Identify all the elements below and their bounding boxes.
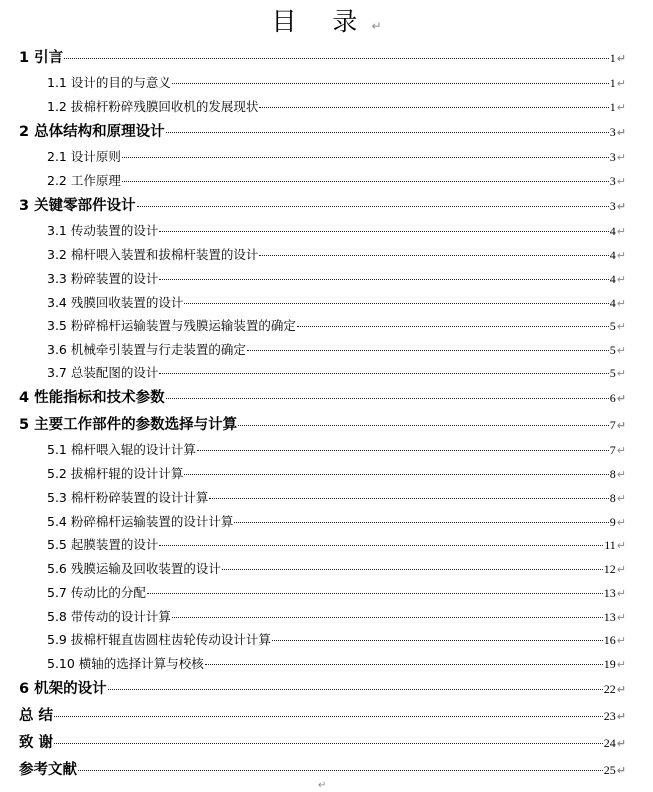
paragraph-mark-icon: ↵ <box>616 77 626 90</box>
leader-dots <box>78 770 603 771</box>
paragraph-mark-icon: ↵ <box>616 273 626 286</box>
leader-dots <box>159 279 608 280</box>
toc-entry-label: 5.5 起膜装置的设计 <box>47 537 159 552</box>
leader-dots <box>172 617 603 618</box>
toc-entry-label: 5.4 粉碎棉杆运输装置的设计计算 <box>47 514 234 529</box>
leader-dots <box>205 664 603 665</box>
toc-entry-label: 总 结 <box>19 708 54 724</box>
toc-entry-page: 8 <box>609 467 616 481</box>
toc-entry-page: 4 <box>609 272 616 286</box>
toc-entry[interactable] <box>19 704 626 725</box>
paragraph-mark-icon: ↵ <box>616 737 626 750</box>
leader-dots <box>137 206 609 207</box>
paragraph-mark-icon: ↵ <box>616 200 626 213</box>
toc-entry-page: 3 <box>609 125 616 139</box>
toc-entry-page: 13 <box>603 586 616 600</box>
paragraph-mark-icon: ↵ <box>616 419 626 432</box>
toc-entry-label: 3.4 残膜回收装置的设计 <box>47 295 184 310</box>
paragraph-mark-icon: ↵ <box>616 468 626 481</box>
paragraph-mark-icon: ↵ <box>616 539 626 552</box>
toc-entry-page: 6 <box>609 391 616 405</box>
toc-entry[interactable] <box>19 677 626 698</box>
toc-entry-label: 3.2 棉杆喂入装置和拔棉杆装置的设计 <box>47 247 259 262</box>
paragraph-mark-icon: ↵ <box>616 634 626 647</box>
toc-entry-label: 1.1 设计的目的与意义 <box>47 75 171 90</box>
toc-entry-page: 4 <box>609 248 616 262</box>
leader-dots <box>272 640 603 641</box>
toc-entry-page: 12 <box>603 562 616 576</box>
leader-dots <box>222 569 603 570</box>
leader-dots <box>54 743 603 744</box>
toc-entry-page: 1 <box>609 76 616 90</box>
paragraph-mark-icon: ↵ <box>616 764 626 777</box>
paragraph-mark-icon: ↵ <box>616 320 626 333</box>
leader-dots <box>122 181 609 182</box>
toc-entry-label: 3.1 传动装置的设计 <box>47 223 159 238</box>
paragraph-mark-icon: ↵ <box>616 563 626 576</box>
toc-title-text: 目 录 <box>271 7 372 36</box>
leader-dots <box>197 450 609 451</box>
toc-entry-page: 3 <box>609 199 616 213</box>
toc-entry[interactable] <box>47 293 626 311</box>
toc-entry-label: 3.6 机械牵引装置与行走装置的确定 <box>47 342 246 357</box>
toc-entry-page: 25 <box>603 763 616 777</box>
toc-entry-page: 19 <box>603 657 616 671</box>
toc-entry-label: 3 关键零部件设计 <box>19 198 136 214</box>
toc-entry-label: 6 机架的设计 <box>19 681 107 697</box>
toc-entry[interactable] <box>47 535 626 553</box>
toc-entry-label: 3.5 粉碎棉杆运输装置与残膜运输装置的确定 <box>47 318 296 333</box>
toc-entry-label: 3.7 总装配图的设计 <box>47 365 159 380</box>
toc-entry[interactable] <box>47 316 626 334</box>
toc-title <box>0 2 653 38</box>
toc-entry-label: 5.10 横轴的选择计算与校核 <box>47 656 204 671</box>
leader-dots <box>259 107 608 108</box>
paragraph-mark-icon: ↵ <box>616 344 626 357</box>
toc-entry[interactable] <box>19 386 626 407</box>
toc-entry[interactable] <box>19 46 626 67</box>
toc-entry[interactable] <box>47 630 626 648</box>
leader-dots <box>166 398 609 399</box>
leader-dots <box>159 545 603 546</box>
toc-entry-page: 3 <box>609 174 616 188</box>
paragraph-mark-icon: ↵ <box>616 151 626 164</box>
paragraph-mark-icon: ↵ <box>616 101 626 114</box>
toc-entry-label: 4 性能指标和技术参数 <box>19 390 165 406</box>
toc-entry-label: 5.9 拔棉杆辊直齿圆柱齿轮传动设计计算 <box>47 632 271 647</box>
leader-dots <box>234 522 608 523</box>
toc-entry[interactable] <box>47 559 626 577</box>
toc-entry-page: 4 <box>609 224 616 238</box>
toc-entry-label: 2 总体结构和原理设计 <box>19 124 165 140</box>
paragraph-mark-icon: ↵ <box>318 780 327 791</box>
toc-entry-page: 16 <box>603 633 616 647</box>
toc-entry-page: 8 <box>609 491 616 505</box>
toc-entry-label: 1 引言 <box>19 50 64 66</box>
toc-entry-page: 7 <box>609 418 616 432</box>
paragraph-mark-icon: ↵ <box>616 249 626 262</box>
leader-dots <box>147 593 603 594</box>
toc-entry-label: 致 谢 <box>19 735 54 751</box>
toc-entry-page: 23 <box>603 709 616 723</box>
paragraph-mark-icon: ↵ <box>616 175 626 188</box>
toc-entry-page: 5 <box>609 366 616 380</box>
toc-entry[interactable] <box>47 221 626 239</box>
paragraph-mark-icon: ↵ <box>371 19 382 33</box>
toc-entry[interactable] <box>47 147 626 165</box>
paragraph-mark-icon: ↵ <box>616 516 626 529</box>
toc-entry[interactable] <box>47 583 626 601</box>
toc-entry[interactable] <box>47 654 626 672</box>
leader-dots <box>108 689 603 690</box>
toc-entry-page: 9 <box>609 515 616 529</box>
toc-entry[interactable] <box>47 73 626 91</box>
leader-dots <box>247 350 609 351</box>
toc-entry-page: 1 <box>609 51 616 65</box>
toc-entry-page: 7 <box>609 443 616 457</box>
toc-entry-page: 3 <box>609 150 616 164</box>
toc-entry[interactable] <box>19 120 626 141</box>
leader-dots <box>184 474 608 475</box>
toc-entry-label: 2.1 设计原则 <box>47 149 121 164</box>
toc-entry[interactable] <box>47 363 626 381</box>
toc-entry-page: 11 <box>604 538 616 552</box>
toc-entry[interactable] <box>19 758 626 779</box>
toc-entry[interactable] <box>47 464 626 482</box>
paragraph-mark-icon: ↵ <box>616 683 626 696</box>
toc-entry[interactable] <box>47 171 626 189</box>
paragraph-mark-icon: ↵ <box>616 225 626 238</box>
toc-entry-page: 22 <box>603 682 616 696</box>
toc-entry-label: 参考文献 <box>19 762 77 778</box>
paragraph-mark-icon: ↵ <box>616 587 626 600</box>
paragraph-mark-icon: ↵ <box>616 367 626 380</box>
leader-dots <box>172 83 609 84</box>
paragraph-mark-icon: ↵ <box>616 492 626 505</box>
toc-entry-label: 5.6 残膜运输及回收装置的设计 <box>47 561 221 576</box>
toc-entry[interactable] <box>47 340 626 358</box>
toc-entry-label: 5.8 带传动的设计计算 <box>47 609 171 624</box>
paragraph-mark-icon: ↵ <box>616 611 626 624</box>
toc-entry[interactable] <box>19 413 626 434</box>
leader-dots <box>64 58 609 59</box>
leader-dots <box>166 132 609 133</box>
leader-dots <box>54 716 603 717</box>
toc-entry-label: 5.3 棉杆粉碎装置的设计计算 <box>47 490 209 505</box>
toc-entry[interactable] <box>19 731 626 752</box>
toc-entry-page: 13 <box>603 610 616 624</box>
toc-entry[interactable] <box>19 194 626 215</box>
toc-entry-page: 5 <box>609 343 616 357</box>
toc-entry-page: 24 <box>603 736 616 750</box>
leader-dots <box>184 303 608 304</box>
toc-entry[interactable] <box>47 97 626 115</box>
paragraph-mark-icon: ↵ <box>616 297 626 310</box>
paragraph-mark-icon: ↵ <box>616 710 626 723</box>
toc-entry-label: 5.7 传动比的分配 <box>47 585 146 600</box>
toc-entry[interactable] <box>47 440 626 458</box>
toc-entry[interactable] <box>47 512 626 530</box>
toc-entry-label: 5 主要工作部件的参数选择与计算 <box>19 417 238 433</box>
toc-entry-label: 3.3 粉碎装置的设计 <box>47 271 159 286</box>
leader-dots <box>159 231 608 232</box>
toc-entry[interactable] <box>47 269 626 287</box>
toc-entry-label: 1.2 拔棉杆粉碎残膜回收机的发展现状 <box>47 99 259 114</box>
leader-dots <box>297 326 609 327</box>
toc-entry-label: 5.2 拔棉杆辊的设计计算 <box>47 466 184 481</box>
toc-entry[interactable] <box>47 488 626 506</box>
paragraph-mark-icon: ↵ <box>616 126 626 139</box>
paragraph-mark-icon: ↵ <box>616 52 626 65</box>
toc-entry-page: 1 <box>609 100 616 114</box>
toc-entry-label: 5.1 棉杆喂入辊的设计计算 <box>47 442 196 457</box>
leader-dots <box>259 255 608 256</box>
paragraph-mark-icon: ↵ <box>616 658 626 671</box>
toc-entry-page: 5 <box>609 319 616 333</box>
toc-entry[interactable] <box>47 607 626 625</box>
paragraph-mark-icon: ↵ <box>616 392 626 405</box>
leader-dots <box>159 373 608 374</box>
leader-dots <box>122 157 609 158</box>
leader-dots <box>238 425 609 426</box>
leader-dots <box>209 498 608 499</box>
toc-entry-label: 2.2 工作原理 <box>47 173 121 188</box>
toc-entry-page: 4 <box>609 296 616 310</box>
toc-entry[interactable] <box>47 245 626 263</box>
paragraph-mark-icon: ↵ <box>616 444 626 457</box>
